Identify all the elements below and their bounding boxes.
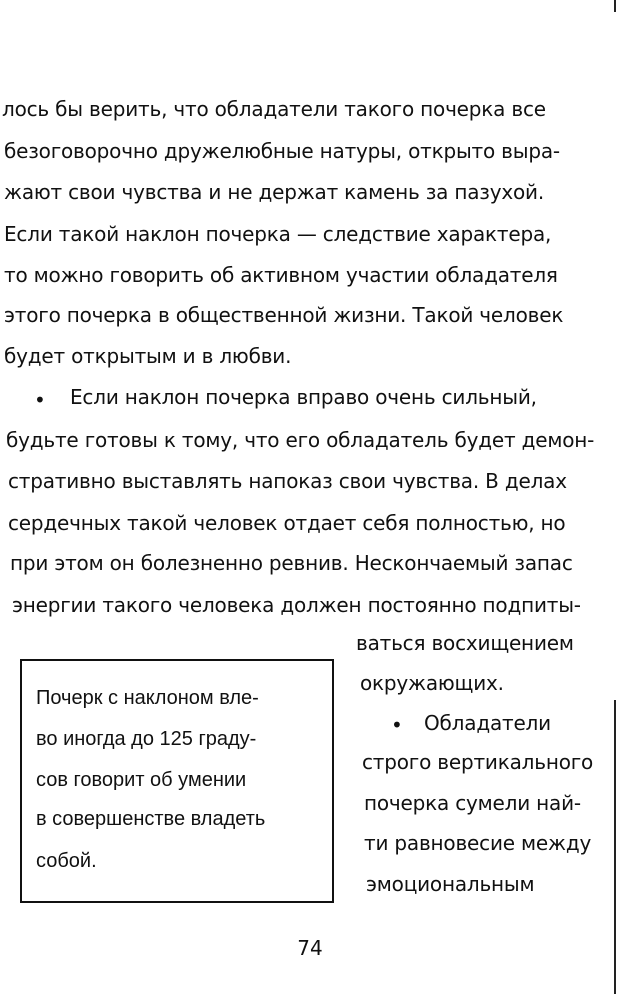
right-col-line-7: эмоциональным [366,872,535,896]
text-line-12: при этом он болезненно ревнив. Нескончаемый запас [10,551,573,575]
right-col-line-6: ти равновесие между [364,831,592,855]
text-line-1: лось бы верить, что обладатели такого почерка все [2,97,546,121]
text-line-10: стративно выставлять напоказ свои чувства. В делах [8,469,567,493]
sidebar-line-2: во иногда до 125 граду- [36,728,257,750]
text-line-6: этого почерка в общественной жизни. Такой человек [4,303,564,327]
text-line-4: Если такой наклон почерка — следствие характера, [4,222,552,246]
page-edge-mark-top [614,0,616,12]
text-line-9: будьте готовы к тому, что его обладатель будет демон- [6,428,595,452]
text-line-5: то можно говорить об активном участии обладателя [4,263,558,287]
text-line-7: будет открытым и в любви. [4,344,292,368]
sidebar-line-1: Почерк с наклоном вле- [36,687,259,709]
text-line-13: энергии такого человека должен постоянно подпиты- [12,593,581,617]
page-number: 74 [297,936,323,960]
right-col-line-2: окружающих. [360,671,504,695]
right-col-line-3: Обладатели [424,711,551,735]
bullet-marker: • [34,388,46,412]
right-col-line-5: почерка сумели най- [364,791,581,815]
sidebar-box [20,659,334,903]
text-line-2: безоговорочно дружелюбные натуры, открыто выра- [4,139,560,163]
text-line-3: жают свои чувства и не держат камень за пазухой. [4,180,545,204]
text-line-8: Если наклон почерка вправо очень сильный, [70,385,537,409]
text-line-11: сердечных такой человек отдает себя полностью, но [8,511,566,535]
sidebar-line-3: сов говорит об умении [36,769,247,791]
right-col-line-1: ваться восхищением [356,631,574,655]
sidebar-line-5: собой. [36,850,97,872]
bullet-marker-2: • [391,713,403,737]
right-col-line-4: строго вертикального [362,750,594,774]
sidebar-line-4: в совершенстве владеть [36,808,266,830]
